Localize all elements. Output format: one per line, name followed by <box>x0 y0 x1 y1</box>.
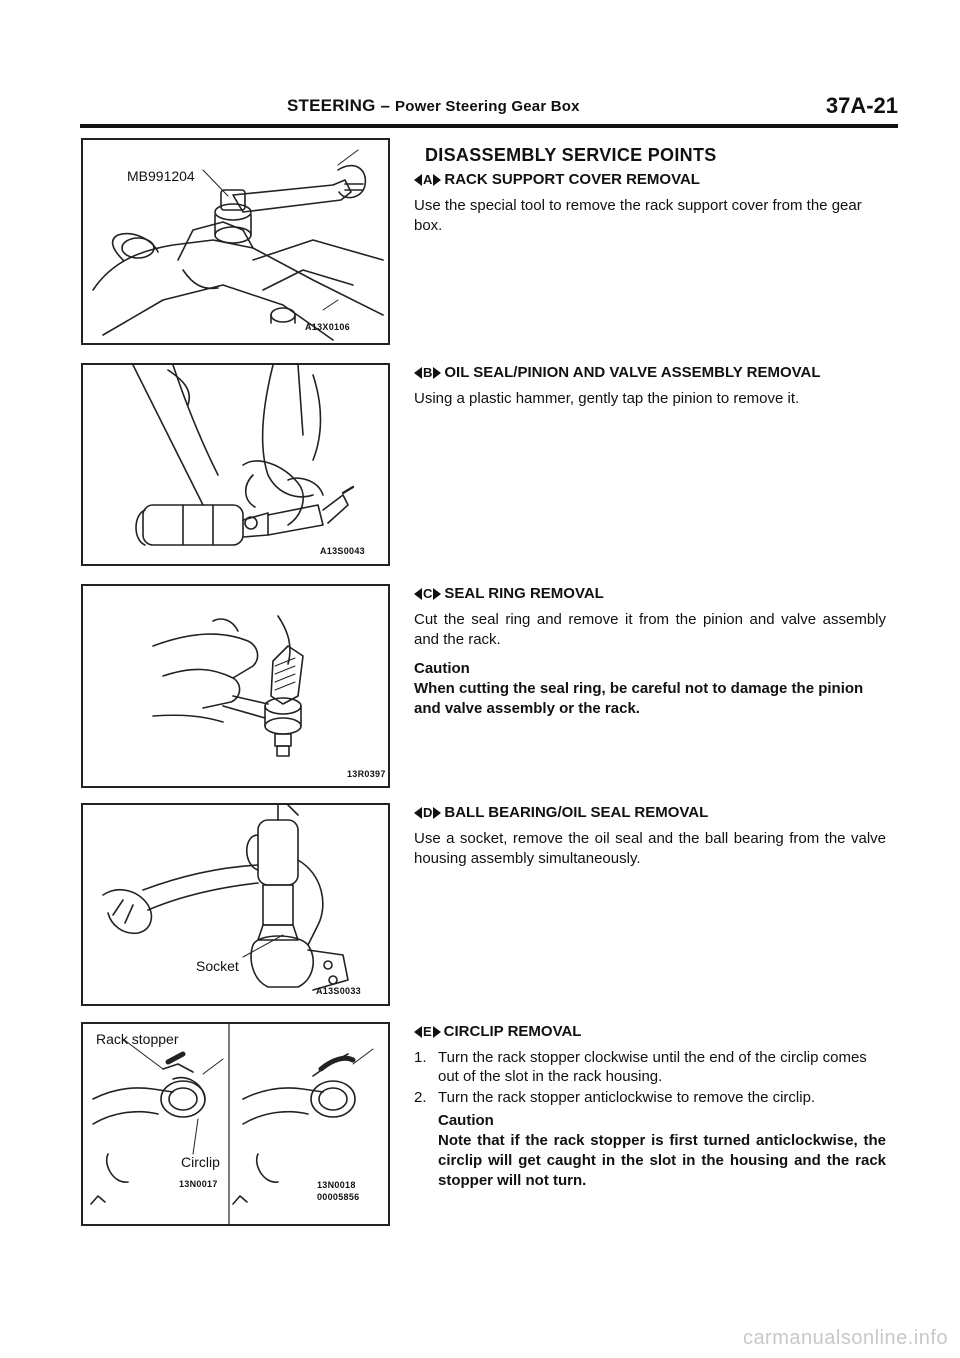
service-point-text: Cut the seal ring and remove it from the pinion and valve assembly and the rack. <box>414 611 886 648</box>
caution-title: Caution <box>414 660 470 677</box>
service-point-e <box>414 1022 886 1191</box>
figure-code: 13R0397 <box>347 769 386 779</box>
service-point-text: Use a socket, remove the oil seal and the ball bearing from the valve housing assembly simultaneously. <box>414 830 886 867</box>
service-point-heading: OIL SEAL/PINION AND VALVE ASSEMBLY REMOVAL <box>444 364 821 381</box>
seal-ring-illustration <box>83 586 388 786</box>
watermark: carmanualsonline.info <box>742 1327 948 1349</box>
service-point-text: Using a plastic hammer, gently tap the pinion to remove it. <box>414 390 800 407</box>
service-point-c <box>414 584 886 719</box>
service-point-d <box>414 803 886 869</box>
figure-code: A13X0106 <box>305 322 350 332</box>
socket-callout: Socket <box>196 958 239 974</box>
service-point-a <box>414 170 886 236</box>
circlip-callout: Circlip <box>181 1154 220 1170</box>
figure-socket <box>81 803 390 1006</box>
service-point-heading: SEAL RING REMOVAL <box>444 585 604 602</box>
figure-code-right-2: 00005856 <box>317 1192 360 1202</box>
header-rule <box>80 124 898 128</box>
figure-plastic-hammer <box>81 363 390 566</box>
caution-title: Caution <box>438 1112 494 1129</box>
tool-callout: MB991204 <box>127 168 195 184</box>
figure-code: A13S0043 <box>320 546 365 556</box>
caution-text: When cutting the seal ring, be careful not to damage the pinion and valve assembly or the rack. <box>414 680 864 717</box>
header-title: STEERING – Power Steering Gear Box <box>287 96 580 115</box>
service-point-marker: E <box>414 1024 441 1040</box>
service-point-marker: B <box>414 365 441 381</box>
figure-code-left: 13N0017 <box>179 1179 218 1189</box>
hammer-illustration <box>83 365 388 564</box>
service-point-marker: A <box>414 172 441 188</box>
step-list <box>414 1048 886 1107</box>
socket-illustration <box>83 805 388 1004</box>
service-point-marker: D <box>414 805 441 821</box>
header-subtitle: Power Steering Gear Box <box>395 98 580 115</box>
list-item: 1. Turn the rack stopper clockwise until the end of the circlip comes out of the slot in the rack housing. <box>414 1049 867 1085</box>
service-point-heading: CIRCLIP REMOVAL <box>443 1023 582 1040</box>
service-point-text: Use the special tool to remove the rack support cover from the gear box. <box>414 197 862 234</box>
header-section: STEERING <box>287 96 376 115</box>
service-point-b <box>414 363 886 409</box>
list-item: 2. Turn the rack stopper anticlockwise to remove the circlip. <box>414 1089 816 1106</box>
page-number: 37A-21 <box>825 93 898 118</box>
figure-seal-ring <box>81 584 390 788</box>
figure-code-right: 13N0018 <box>317 1180 356 1190</box>
page-header <box>80 93 898 126</box>
service-point-heading: BALL BEARING/OIL SEAL REMOVAL <box>444 804 709 821</box>
figure-code: A13S0033 <box>316 986 361 996</box>
caution-text: Note that if the rack stopper is first turned anticlockwise, the circlip will get caught in the slot in the housing and the rack stopper will not turn. <box>438 1132 886 1189</box>
service-point-marker: C <box>414 586 441 602</box>
rack-stopper-callout: Rack stopper <box>96 1031 179 1047</box>
section-heading: DISASSEMBLY SERVICE POINTS <box>425 145 717 165</box>
figure-circlip <box>81 1022 390 1226</box>
service-point-heading: RACK SUPPORT COVER REMOVAL <box>444 171 700 188</box>
figure-rack-support-cover <box>81 138 390 345</box>
